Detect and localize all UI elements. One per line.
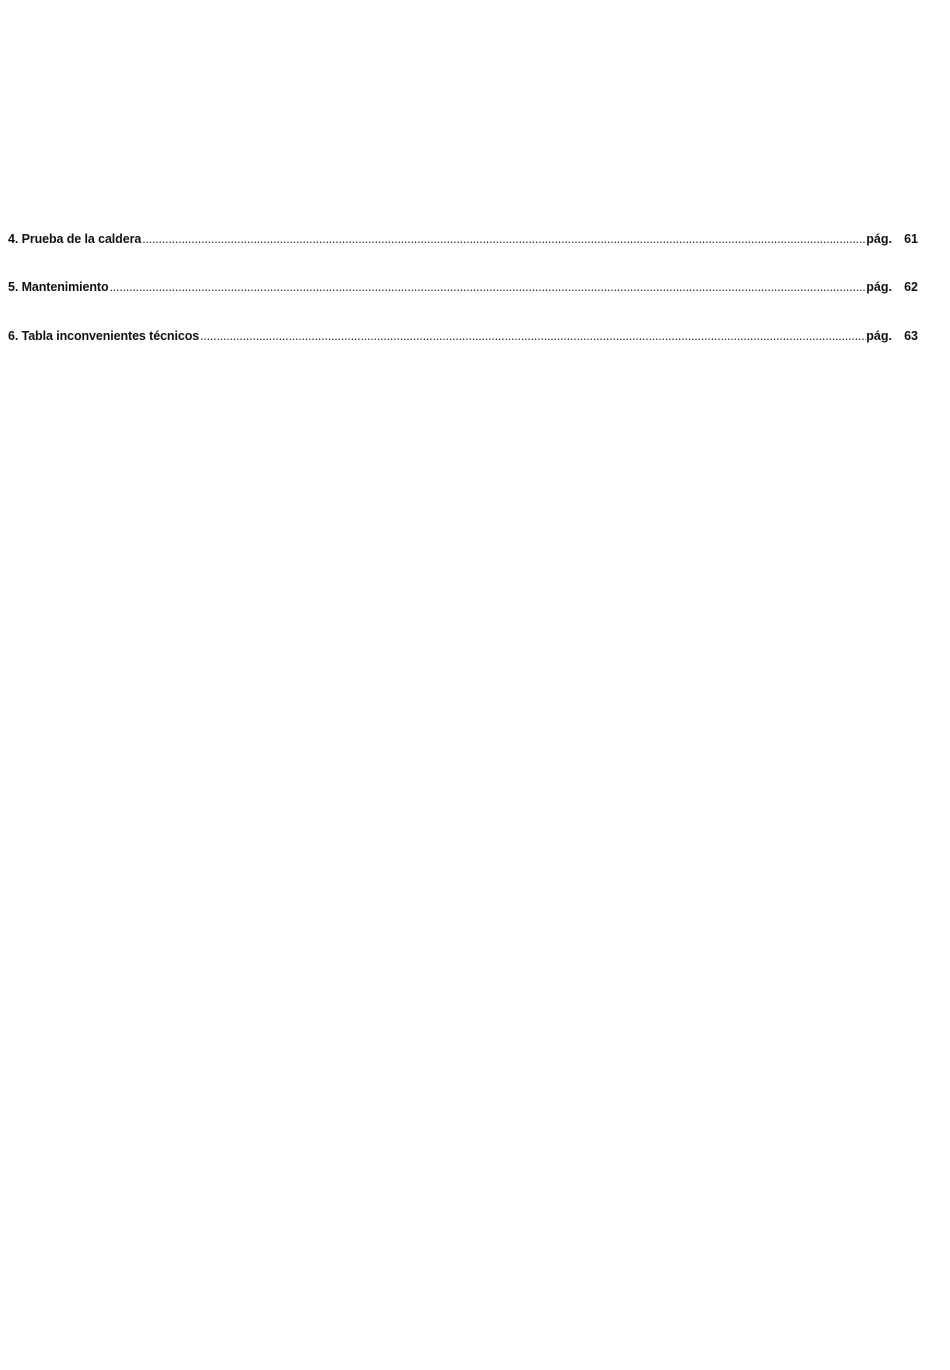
toc-entry-prueba-caldera[interactable] bbox=[8, 231, 918, 248]
dot-leader bbox=[142, 231, 866, 248]
toc-entry-title: 6. Tabla inconvenientes técnicos bbox=[8, 329, 200, 343]
page-number: 62 bbox=[904, 280, 918, 294]
dot-leader bbox=[200, 328, 866, 345]
toc-entry-mantenimiento[interactable] bbox=[8, 279, 918, 296]
page-label: pág. bbox=[866, 280, 892, 294]
dot-leader bbox=[110, 279, 867, 296]
toc-entry-tabla-inconvenientes[interactable] bbox=[8, 328, 918, 345]
toc-entry-title: 5. Mantenimiento bbox=[8, 280, 109, 294]
page-number: 61 bbox=[904, 232, 918, 246]
page-label: pág. bbox=[866, 232, 892, 246]
page-label: pág. bbox=[866, 329, 892, 343]
toc-entry-title: 4. Prueba de la caldera bbox=[8, 232, 142, 246]
table-of-contents bbox=[8, 231, 918, 376]
page-number: 63 bbox=[904, 329, 918, 343]
